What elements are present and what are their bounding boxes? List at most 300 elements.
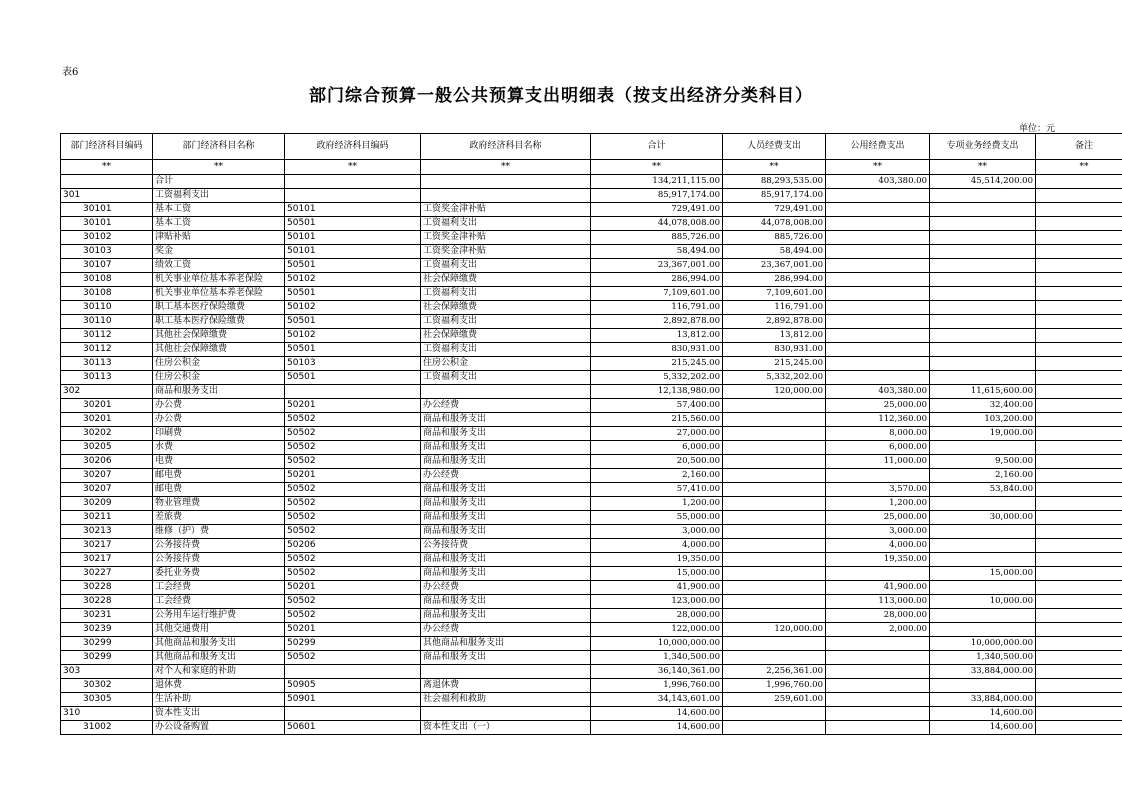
total-cell: 1,200.00	[591, 497, 723, 511]
table-row	[61, 581, 1122, 595]
code-cell: 30201	[61, 399, 153, 413]
header-note: 备注	[1036, 134, 1122, 160]
public-cell	[826, 679, 930, 693]
special-cell	[930, 539, 1036, 553]
total-cell: 1,996,760.00	[591, 679, 723, 693]
total-cell: 830,931.00	[591, 343, 723, 357]
total-cell: 5,332,202.00	[591, 371, 723, 385]
public-cell: 113,000.00	[826, 595, 930, 609]
header-gov-code: 政府经济科目编码	[285, 134, 421, 160]
gov-code-cell: 50201	[285, 399, 421, 413]
code-cell: 30213	[61, 525, 153, 539]
public-cell	[826, 287, 930, 301]
name-cell: 公务接待费	[153, 553, 285, 567]
gov-name-cell: 商品和服务支出	[421, 525, 591, 539]
gov-name-cell: 办公经费	[421, 469, 591, 483]
gov-name-cell: 商品和服务支出	[421, 567, 591, 581]
note-cell	[1036, 581, 1122, 595]
gov-code-cell: 50206	[285, 539, 421, 553]
special-cell: 9,500.00	[930, 455, 1036, 469]
name-cell: 机关事业单位基本养老保险	[153, 287, 285, 301]
gov-code-cell: 50502	[285, 483, 421, 497]
code-cell: 30239	[61, 623, 153, 637]
gov-code-cell: 50201	[285, 581, 421, 595]
personnel-cell	[723, 483, 826, 497]
name-cell: 电费	[153, 455, 285, 469]
code-cell: 30206	[61, 455, 153, 469]
total-cell: 2,160.00	[591, 469, 723, 483]
gov-code-cell: 50101	[285, 203, 421, 217]
code-cell: 30299	[61, 651, 153, 665]
total-cell: 7,109,601.00	[591, 287, 723, 301]
personnel-cell: 88,293,535.00	[723, 175, 826, 189]
code-cell: 30205	[61, 441, 153, 455]
special-cell	[930, 623, 1036, 637]
name-cell: 工会经费	[153, 595, 285, 609]
total-cell: 122,000.00	[591, 623, 723, 637]
table-row	[61, 637, 1122, 651]
special-cell: 10,000.00	[930, 595, 1036, 609]
note-cell	[1036, 441, 1122, 455]
personnel-cell	[723, 455, 826, 469]
note-cell	[1036, 721, 1122, 735]
table-row	[61, 315, 1122, 329]
name-cell: 商品和服务支出	[153, 385, 285, 399]
note-cell	[1036, 497, 1122, 511]
special-cell: 53,840.00	[930, 483, 1036, 497]
special-cell: 2,160.00	[930, 469, 1036, 483]
public-cell: 1,200.00	[826, 497, 930, 511]
gov-code-cell: 50299	[285, 637, 421, 651]
name-cell: 生活补助	[153, 693, 285, 707]
gov-name-cell: 住房公积金	[421, 357, 591, 371]
table-body	[61, 175, 1122, 735]
total-cell: 19,350.00	[591, 553, 723, 567]
personnel-cell	[723, 651, 826, 665]
note-cell	[1036, 455, 1122, 469]
header-dept-name: 部门经济科目名称	[153, 134, 285, 160]
personnel-cell: 259,601.00	[723, 693, 826, 707]
gov-code-cell: 50101	[285, 231, 421, 245]
stars-cell: **	[930, 160, 1036, 175]
name-cell: 基本工资	[153, 217, 285, 231]
name-cell: 职工基本医疗保险缴费	[153, 301, 285, 315]
total-cell: 15,000.00	[591, 567, 723, 581]
total-cell: 4,000.00	[591, 539, 723, 553]
personnel-cell: 44,078,008.00	[723, 217, 826, 231]
table-row	[61, 721, 1122, 735]
name-cell: 其他社会保障缴费	[153, 329, 285, 343]
name-cell: 其他商品和服务支出	[153, 651, 285, 665]
code-cell: 30302	[61, 679, 153, 693]
special-cell	[930, 287, 1036, 301]
note-cell	[1036, 693, 1122, 707]
gov-code-cell: 50501	[285, 217, 421, 231]
gov-name-cell: 工资奖金津补贴	[421, 245, 591, 259]
note-cell	[1036, 371, 1122, 385]
special-cell: 15,000.00	[930, 567, 1036, 581]
gov-name-cell: 办公经费	[421, 399, 591, 413]
gov-name-cell: 商品和服务支出	[421, 441, 591, 455]
stars-cell: **	[421, 160, 591, 175]
gov-code-cell: 50501	[285, 343, 421, 357]
personnel-cell	[723, 637, 826, 651]
public-cell	[826, 217, 930, 231]
name-cell: 住房公积金	[153, 371, 285, 385]
gov-code-cell: 50502	[285, 525, 421, 539]
code-cell: 30305	[61, 693, 153, 707]
personnel-cell: 2,256,361.00	[723, 665, 826, 679]
name-cell: 其他商品和服务支出	[153, 637, 285, 651]
gov-name-cell: 商品和服务支出	[421, 511, 591, 525]
total-cell: 123,000.00	[591, 595, 723, 609]
code-cell: 30101	[61, 203, 153, 217]
special-cell	[930, 273, 1036, 287]
name-cell: 差旅费	[153, 511, 285, 525]
gov-code-cell: 50905	[285, 679, 421, 693]
gov-name-cell: 社会保障缴费	[421, 329, 591, 343]
name-cell: 水费	[153, 441, 285, 455]
code-cell	[61, 175, 153, 189]
gov-code-cell: 50201	[285, 623, 421, 637]
table-row	[61, 707, 1122, 721]
gov-name-cell: 社会福利和救助	[421, 693, 591, 707]
code-cell: 30110	[61, 301, 153, 315]
special-cell	[930, 245, 1036, 259]
note-cell	[1036, 665, 1122, 679]
public-cell	[826, 259, 930, 273]
total-cell: 1,340,500.00	[591, 651, 723, 665]
total-cell: 3,000.00	[591, 525, 723, 539]
gov-name-cell: 其他商品和服务支出	[421, 637, 591, 651]
special-cell: 33,884,000.00	[930, 665, 1036, 679]
code-cell: 30112	[61, 343, 153, 357]
table-row	[61, 497, 1122, 511]
total-cell: 2,892,878.00	[591, 315, 723, 329]
name-cell: 机关事业单位基本养老保险	[153, 273, 285, 287]
total-cell: 20,500.00	[591, 455, 723, 469]
public-cell	[826, 469, 930, 483]
note-cell	[1036, 357, 1122, 371]
total-cell: 885,726.00	[591, 231, 723, 245]
public-cell	[826, 721, 930, 735]
table-row	[61, 441, 1122, 455]
personnel-cell	[723, 567, 826, 581]
special-cell	[930, 441, 1036, 455]
special-cell	[930, 203, 1036, 217]
total-cell: 57,400.00	[591, 399, 723, 413]
public-cell: 2,000.00	[826, 623, 930, 637]
total-cell: 14,600.00	[591, 707, 723, 721]
table-row	[61, 651, 1122, 665]
public-cell: 19,350.00	[826, 553, 930, 567]
name-cell: 工会经费	[153, 581, 285, 595]
gov-code-cell: 50502	[285, 497, 421, 511]
public-cell: 403,380.00	[826, 175, 930, 189]
note-cell	[1036, 231, 1122, 245]
special-cell	[930, 609, 1036, 623]
table-row	[61, 693, 1122, 707]
table-row	[61, 329, 1122, 343]
public-cell	[826, 567, 930, 581]
total-cell: 41,900.00	[591, 581, 723, 595]
total-cell: 286,994.00	[591, 273, 723, 287]
gov-code-cell: 50502	[285, 595, 421, 609]
stars-cell: **	[826, 160, 930, 175]
total-cell: 215,245.00	[591, 357, 723, 371]
public-cell	[826, 343, 930, 357]
code-cell: 302	[61, 385, 153, 399]
special-cell	[930, 259, 1036, 273]
code-cell: 30217	[61, 553, 153, 567]
gov-name-cell: 商品和服务支出	[421, 651, 591, 665]
table-row	[61, 539, 1122, 553]
table-row	[61, 203, 1122, 217]
name-cell: 工资福利支出	[153, 189, 285, 203]
gov-code-cell: 50502	[285, 413, 421, 427]
code-cell: 30107	[61, 259, 153, 273]
gov-name-cell: 商品和服务支出	[421, 497, 591, 511]
header-total: 合计	[591, 134, 723, 160]
table-row	[61, 679, 1122, 693]
special-cell	[930, 301, 1036, 315]
gov-name-cell: 工资奖金津补贴	[421, 203, 591, 217]
public-cell	[826, 371, 930, 385]
name-cell: 办公设备购置	[153, 721, 285, 735]
stars-cell: **	[285, 160, 421, 175]
total-cell: 28,000.00	[591, 609, 723, 623]
gov-name-cell: 工资福利支出	[421, 259, 591, 273]
personnel-cell	[723, 497, 826, 511]
total-cell: 23,367,001.00	[591, 259, 723, 273]
code-cell: 30108	[61, 273, 153, 287]
code-cell: 30299	[61, 637, 153, 651]
gov-code-cell: 50501	[285, 287, 421, 301]
special-cell	[930, 315, 1036, 329]
special-cell: 33,884,000.00	[930, 693, 1036, 707]
note-cell	[1036, 203, 1122, 217]
table-row	[61, 273, 1122, 287]
public-cell: 3,570.00	[826, 483, 930, 497]
code-cell: 30207	[61, 483, 153, 497]
table-row	[61, 511, 1122, 525]
personnel-cell	[723, 581, 826, 595]
personnel-cell: 830,931.00	[723, 343, 826, 357]
total-cell: 85,917,174.00	[591, 189, 723, 203]
gov-code-cell	[285, 385, 421, 399]
special-cell: 14,600.00	[930, 707, 1036, 721]
special-cell: 11,615,600.00	[930, 385, 1036, 399]
personnel-cell	[723, 721, 826, 735]
table-number: 表6	[62, 67, 79, 78]
public-cell	[826, 245, 930, 259]
gov-name-cell: 商品和服务支出	[421, 413, 591, 427]
public-cell	[826, 315, 930, 329]
personnel-cell: 85,917,174.00	[723, 189, 826, 203]
total-cell: 10,000,000.00	[591, 637, 723, 651]
public-cell: 41,900.00	[826, 581, 930, 595]
note-cell	[1036, 469, 1122, 483]
table-row	[61, 413, 1122, 427]
personnel-cell: 885,726.00	[723, 231, 826, 245]
note-cell	[1036, 189, 1122, 203]
gov-name-cell: 工资福利支出	[421, 371, 591, 385]
special-cell	[930, 357, 1036, 371]
total-cell: 57,410.00	[591, 483, 723, 497]
gov-code-cell: 50102	[285, 329, 421, 343]
special-cell	[930, 679, 1036, 693]
note-cell	[1036, 245, 1122, 259]
special-cell	[930, 497, 1036, 511]
gov-code-cell: 50502	[285, 455, 421, 469]
name-cell: 公务接待费	[153, 539, 285, 553]
name-cell: 奖金	[153, 245, 285, 259]
note-cell	[1036, 273, 1122, 287]
name-cell: 合计	[153, 175, 285, 189]
total-cell: 44,078,008.00	[591, 217, 723, 231]
special-cell: 14,600.00	[930, 721, 1036, 735]
gov-name-cell: 商品和服务支出	[421, 595, 591, 609]
total-cell: 58,494.00	[591, 245, 723, 259]
gov-code-cell: 50103	[285, 357, 421, 371]
note-cell	[1036, 287, 1122, 301]
public-cell	[826, 231, 930, 245]
stars-cell: **	[61, 160, 153, 175]
table-row	[61, 217, 1122, 231]
personnel-cell: 1,996,760.00	[723, 679, 826, 693]
name-cell: 邮电费	[153, 469, 285, 483]
code-cell: 30112	[61, 329, 153, 343]
gov-code-cell: 50502	[285, 609, 421, 623]
public-cell	[826, 665, 930, 679]
note-cell	[1036, 567, 1122, 581]
gov-name-cell: 商品和服务支出	[421, 483, 591, 497]
gov-code-cell: 50102	[285, 273, 421, 287]
table-row	[61, 245, 1122, 259]
gov-name-cell: 工资福利支出	[421, 315, 591, 329]
total-cell: 215,560.00	[591, 413, 723, 427]
code-cell: 30103	[61, 245, 153, 259]
name-cell: 对个人和家庭的补助	[153, 665, 285, 679]
budget-table	[60, 133, 1122, 735]
table-row	[61, 623, 1122, 637]
public-cell: 28,000.00	[826, 609, 930, 623]
gov-name-cell: 工资奖金津补贴	[421, 231, 591, 245]
header-public: 公用经费支出	[826, 134, 930, 160]
personnel-cell: 286,994.00	[723, 273, 826, 287]
gov-code-cell: 50502	[285, 441, 421, 455]
public-cell: 112,360.00	[826, 413, 930, 427]
table-row	[61, 385, 1122, 399]
special-cell	[930, 343, 1036, 357]
code-cell: 30201	[61, 413, 153, 427]
personnel-cell	[723, 553, 826, 567]
public-cell	[826, 329, 930, 343]
personnel-cell	[723, 609, 826, 623]
special-cell	[930, 189, 1036, 203]
table-row	[61, 567, 1122, 581]
gov-code-cell: 50501	[285, 259, 421, 273]
header-personnel: 人员经费支出	[723, 134, 826, 160]
personnel-cell: 13,812.00	[723, 329, 826, 343]
table-row	[61, 483, 1122, 497]
gov-name-cell: 社会保障缴费	[421, 273, 591, 287]
personnel-cell: 58,494.00	[723, 245, 826, 259]
public-cell: 11,000.00	[826, 455, 930, 469]
public-cell: 25,000.00	[826, 399, 930, 413]
special-cell: 103,200.00	[930, 413, 1036, 427]
code-cell: 30113	[61, 371, 153, 385]
personnel-cell	[723, 707, 826, 721]
note-cell	[1036, 595, 1122, 609]
personnel-cell: 729,491.00	[723, 203, 826, 217]
special-cell: 30,000.00	[930, 511, 1036, 525]
gov-name-cell: 商品和服务支出	[421, 427, 591, 441]
name-cell: 维修（护）费	[153, 525, 285, 539]
total-cell: 55,000.00	[591, 511, 723, 525]
header-special: 专项业务经费支出	[930, 134, 1036, 160]
special-cell	[930, 217, 1036, 231]
special-cell: 45,514,200.00	[930, 175, 1036, 189]
gov-name-cell: 工资福利支出	[421, 287, 591, 301]
name-cell: 其他社会保障缴费	[153, 343, 285, 357]
gov-code-cell	[285, 707, 421, 721]
personnel-cell: 215,245.00	[723, 357, 826, 371]
note-cell	[1036, 679, 1122, 693]
total-cell: 729,491.00	[591, 203, 723, 217]
name-cell: 绩效工资	[153, 259, 285, 273]
special-cell	[930, 231, 1036, 245]
code-cell: 31002	[61, 721, 153, 735]
note-cell	[1036, 651, 1122, 665]
name-cell: 基本工资	[153, 203, 285, 217]
stars-cell: **	[591, 160, 723, 175]
personnel-cell	[723, 427, 826, 441]
gov-name-cell: 离退休费	[421, 679, 591, 693]
note-cell	[1036, 343, 1122, 357]
code-cell: 30207	[61, 469, 153, 483]
code-cell: 310	[61, 707, 153, 721]
personnel-cell: 5,332,202.00	[723, 371, 826, 385]
gov-code-cell: 50101	[285, 245, 421, 259]
table-row	[61, 665, 1122, 679]
gov-name-cell: 商品和服务支出	[421, 553, 591, 567]
gov-code-cell	[285, 665, 421, 679]
stars-row	[61, 160, 1122, 175]
code-cell: 30227	[61, 567, 153, 581]
personnel-cell	[723, 469, 826, 483]
note-cell	[1036, 609, 1122, 623]
note-cell	[1036, 413, 1122, 427]
note-cell	[1036, 553, 1122, 567]
public-cell	[826, 637, 930, 651]
gov-code-cell: 50502	[285, 427, 421, 441]
header-row	[61, 134, 1122, 160]
stars-cell: **	[153, 160, 285, 175]
personnel-cell	[723, 539, 826, 553]
code-cell: 30211	[61, 511, 153, 525]
personnel-cell: 120,000.00	[723, 623, 826, 637]
name-cell: 办公费	[153, 399, 285, 413]
gov-name-cell: 公务接待费	[421, 539, 591, 553]
name-cell: 住房公积金	[153, 357, 285, 371]
total-cell: 6,000.00	[591, 441, 723, 455]
table-row	[61, 231, 1122, 245]
personnel-cell	[723, 595, 826, 609]
personnel-cell	[723, 441, 826, 455]
code-cell: 30231	[61, 609, 153, 623]
personnel-cell: 120,000.00	[723, 385, 826, 399]
